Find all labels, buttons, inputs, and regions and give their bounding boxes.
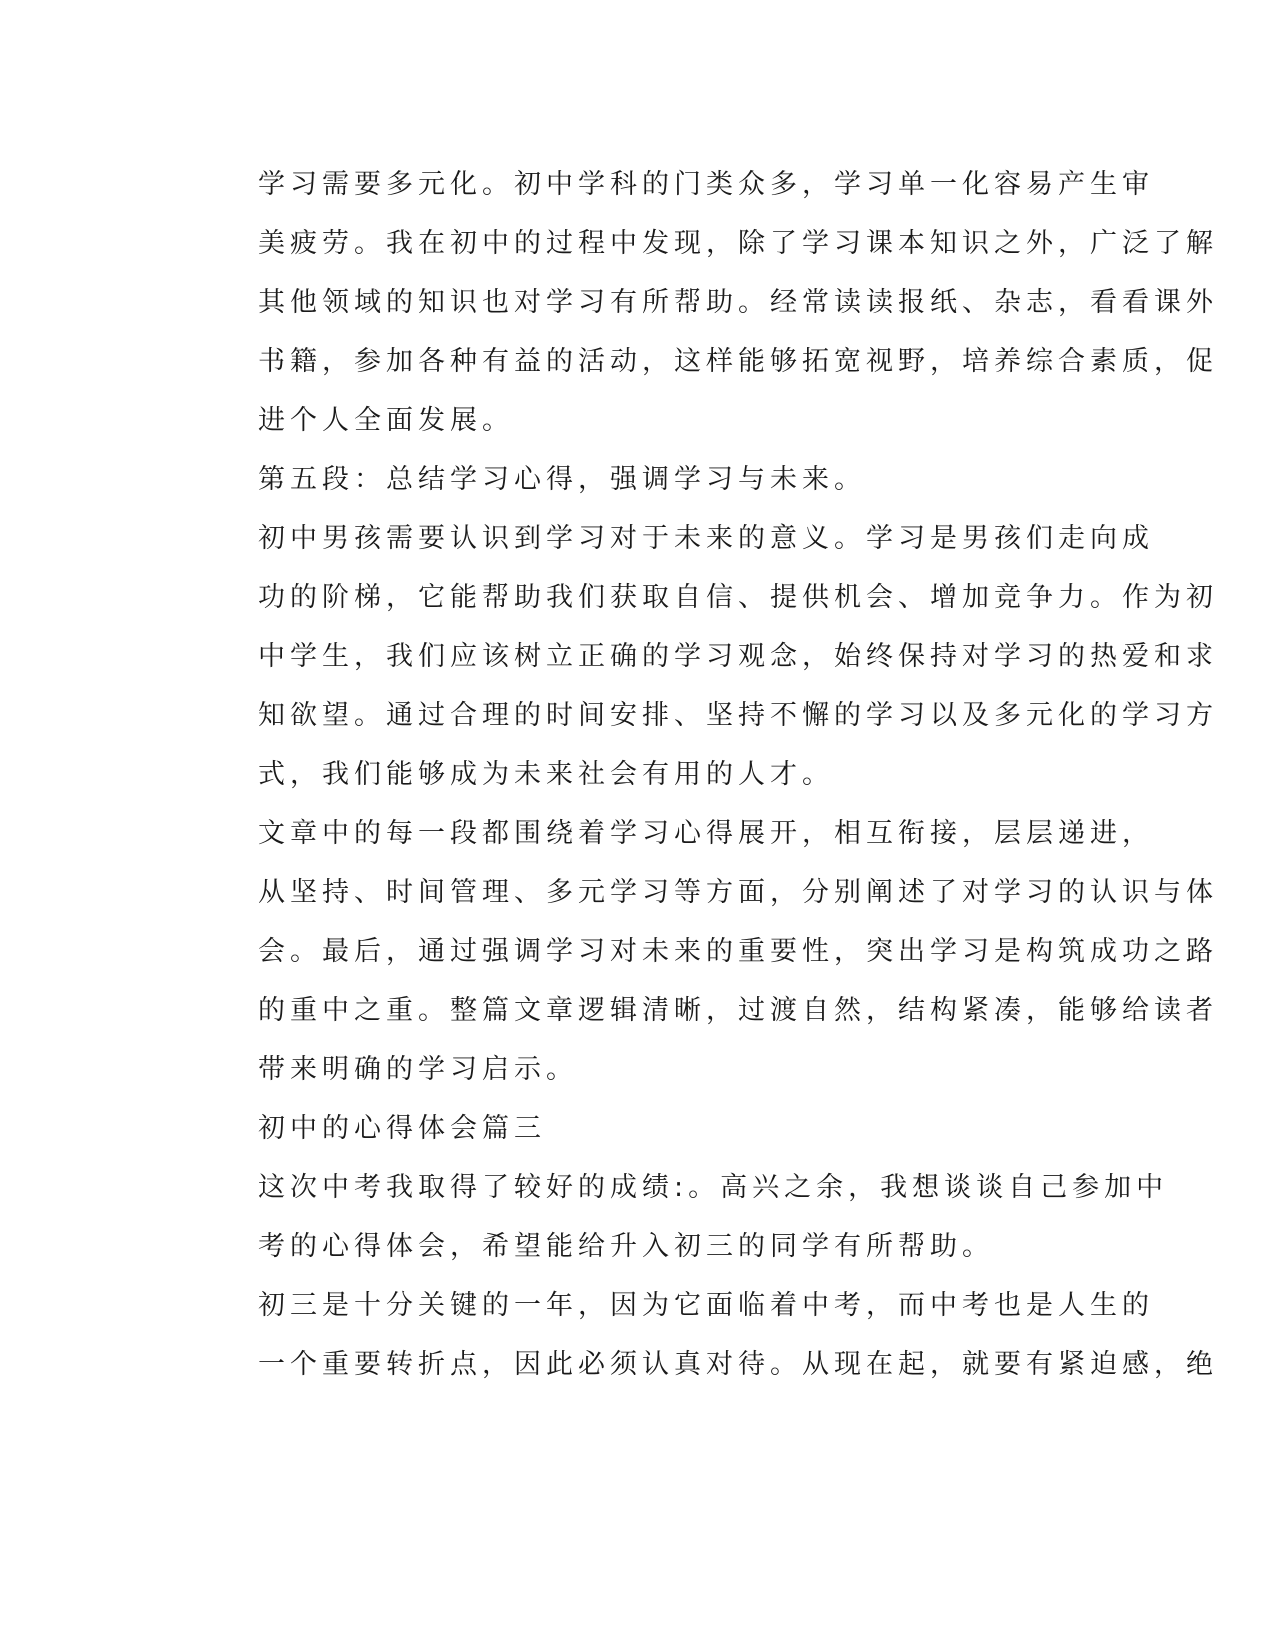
paragraph-exam-result — [186, 1158, 1169, 1276]
paragraph-summary — [186, 804, 1218, 1099]
text-line: 从坚持、时间管理、多元学习等方面，分别阐述了对学习的认识与体 — [258, 877, 1218, 908]
text-line: 初三是十分关键的一年，因为它面临着中考，而中考也是人生的 — [258, 1290, 1154, 1321]
text-line: 的重中之重。整篇文章逻辑清晰，过渡自然，结构紧凑，能够给读者 — [258, 995, 1218, 1026]
text-line: 功的阶梯，它能帮助我们获取自信、提供机会、增加竞争力。作为初 — [258, 582, 1218, 613]
text-line: 书籍，参加各种有益的活动，这样能够拓宽视野，培养综合素质，促 — [258, 346, 1218, 377]
text-line: 中学生，我们应该树立正确的学习观念，始终保持对学习的热爱和求 — [258, 641, 1218, 672]
document-body — [186, 155, 1218, 1394]
text-line: 知欲望。通过合理的时间安排、坚持不懈的学习以及多元化的学习方 — [258, 700, 1218, 731]
text-line: 文章中的每一段都围绕着学习心得展开，相互衔接，层层递进， — [258, 818, 1154, 849]
text-line: 美疲劳。我在初中的过程中发现，除了学习课本知识之外，广泛了解 — [258, 228, 1218, 259]
section-heading-fifth — [186, 450, 1046, 509]
text-line: 带来明确的学习启示。 — [258, 1054, 578, 1085]
text-line: 其他领域的知识也对学习有所帮助。经常读读报纸、杂志，看看课外 — [258, 287, 1218, 318]
text-line: 初中的心得体会篇三 — [258, 1113, 546, 1144]
text-line: 式，我们能够成为未来社会有用的人才。 — [258, 759, 834, 790]
text-line: 考的心得体会，希望能给升入初三的同学有所帮助。 — [258, 1231, 994, 1262]
text-line: 初中男孩需要认识到学习对于未来的意义。学习是男孩们走向成 — [258, 523, 1154, 554]
paragraph-diversified-learning — [186, 155, 1218, 450]
text-line: 会。最后，通过强调学习对未来的重要性，突出学习是构筑成功之路 — [258, 936, 1218, 967]
text-line: 第五段：总结学习心得，强调学习与未来。 — [258, 464, 866, 495]
text-line: 学习需要多元化。初中学科的门类众多，学习单一化容易产生审 — [258, 169, 1154, 200]
text-line: 进个人全面发展。 — [258, 405, 514, 436]
section-title-part-three — [186, 1099, 1046, 1158]
paragraph-learning-future — [186, 509, 1218, 804]
paragraph-grade-nine — [186, 1276, 1218, 1394]
text-line: 这次中考我取得了较好的成绩:。高兴之余，我想谈谈自己参加中 — [258, 1172, 1169, 1203]
text-line: 一个重要转折点，因此必须认真对待。从现在起，就要有紧迫感，绝 — [258, 1349, 1218, 1380]
